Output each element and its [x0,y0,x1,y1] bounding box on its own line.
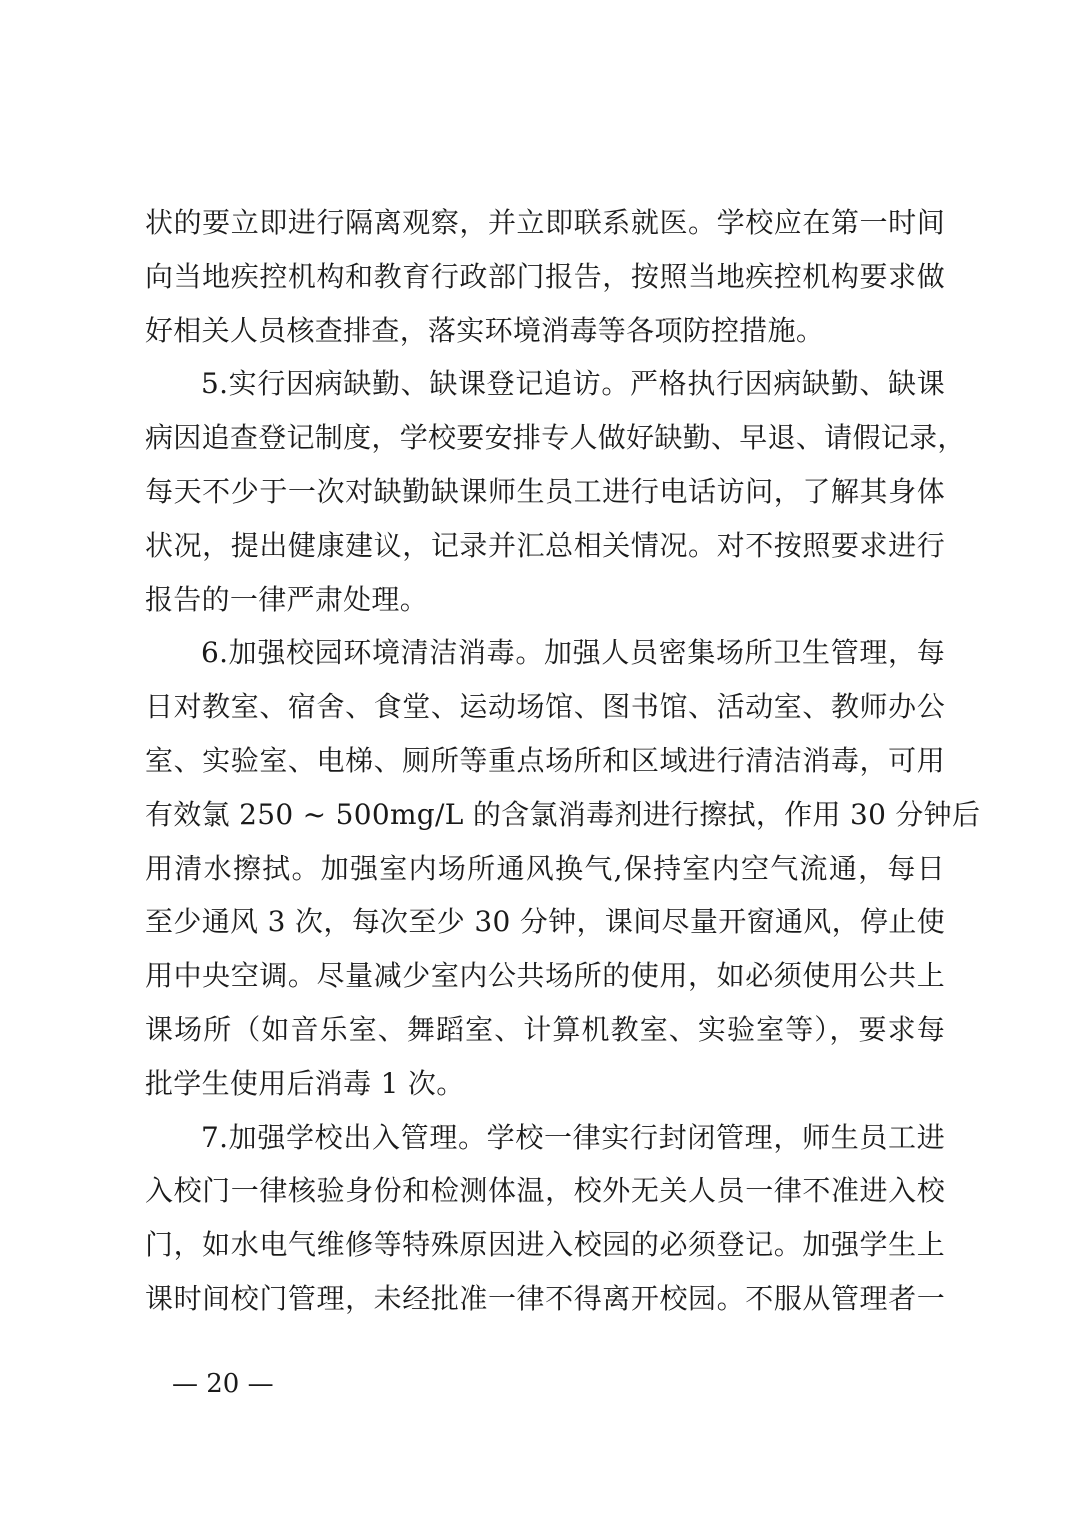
text-line: 有效氯 250 ~ 500mg/L 的含氯消毒剂进行擦拭，作用 30 分钟后 [145,797,981,831]
text-line: 每天不少于一次对缺勤缺课师生员工进行电话访问，了解其身体 [145,474,945,508]
text-line: 好相关人员核查排查，落实环境消毒等各项防控措施。 [145,313,825,347]
text-line: 至少通风 3 次，每次至少 30 分钟，课间尽量开窗通风，停止使 [145,905,945,939]
text-line: 报告的一律严肃处理。 [145,582,429,616]
text-line: 课场所（如音乐室、舞蹈室、计算机教室、实验室等），要求每 [145,1012,945,1046]
text-line: 用中央空调。尽量减少室内公共场所的使用，如必须使用公共上 [145,959,945,993]
item-5-heading-line: 5.实行因病缺勤、缺课登记追访。严格执行因病缺勤、缺课 [201,367,945,401]
text-line: 用清水擦拭。加强室内场所通风换气,保持室内空气流通，每日 [145,851,945,885]
text-line: 状况，提出健康建议，记录并汇总相关情况。对不按照要求进行 [145,528,945,562]
text-line: 日对教室、宿舍、食堂、运动场馆、图书馆、活动室、教师办公 [145,690,945,724]
text-line: 室、实验室、电梯、厕所等重点场所和区域进行清洁消毒，可用 [145,743,945,777]
text-line: 课时间校门管理，未经批准一律不得离开校园。不服从管理者一 [145,1281,945,1315]
page-number: — 20 — [172,1369,274,1399]
text-line: 向当地疾控机构和教育行政部门报告，按照当地疾控机构要求做 [145,259,945,293]
item-7-heading-line: 7.加强学校出入管理。学校一律实行封闭管理，师生员工进 [201,1120,945,1154]
document-body [145,196,981,1326]
text-line: 批学生使用后消毒 1 次。 [145,1066,465,1100]
text-line: 门，如水电气维修等特殊原因进入校园的必须登记。加强学生上 [145,1228,945,1262]
text-line: 病因追查登记制度，学校要安排专人做好缺勤、早退、请假记录， [145,421,966,455]
text-line: 入校门一律核验身份和检测体温，校外无关人员一律不准进入校 [145,1174,945,1208]
text-line: 状的要立即进行隔离观察，并立即联系就医。学校应在第一时间 [145,206,945,239]
item-6-heading-line: 6.加强校园环境清洁消毒。加强人员密集场所卫生管理，每 [201,636,945,670]
